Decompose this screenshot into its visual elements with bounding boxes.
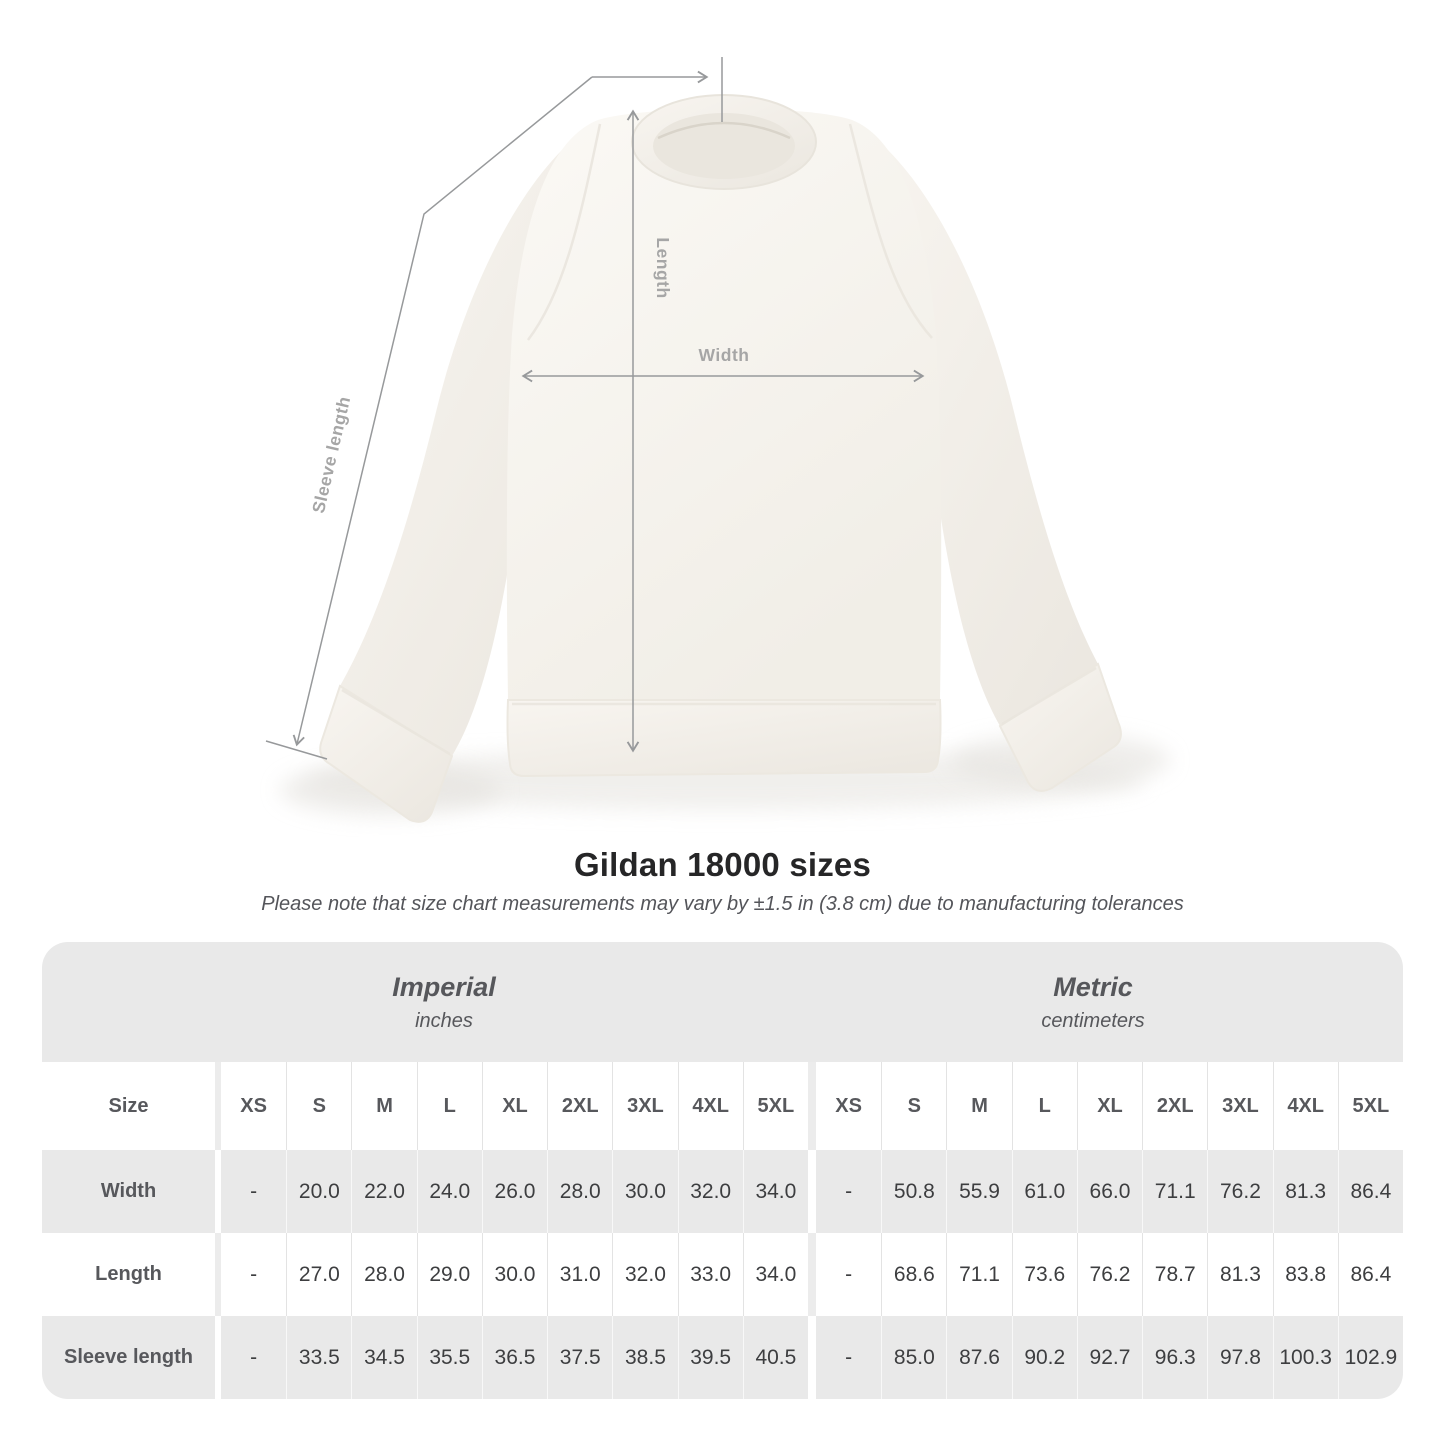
imperial-value-cell: 31.0	[547, 1233, 612, 1316]
metric-value-cell: -	[816, 1233, 881, 1316]
sweatshirt-graphic	[280, 95, 1170, 822]
metric-value-cell: 96.3	[1142, 1316, 1207, 1399]
metric-value-cell: 92.7	[1077, 1316, 1142, 1399]
imperial-value-cell: -	[221, 1316, 286, 1399]
row-label: Sleeve length	[42, 1316, 215, 1399]
metric-value-cell: 81.3	[1207, 1233, 1272, 1316]
metric-value-cell: 86.4	[1338, 1233, 1403, 1316]
imperial-value-cell: 38.5	[612, 1316, 677, 1399]
imperial-value-cell: 22.0	[351, 1150, 416, 1233]
table-header-band	[42, 942, 1403, 1062]
imperial-value-cell: 34.5	[351, 1316, 416, 1399]
metric-size-header: 2XL	[1142, 1062, 1207, 1150]
imperial-value-cell: 35.5	[417, 1316, 482, 1399]
metric-value-cell: 86.4	[1338, 1150, 1403, 1233]
metric-size-header: 3XL	[1207, 1062, 1272, 1150]
imperial-size-header: XS	[221, 1062, 286, 1150]
row-label: Width	[42, 1150, 215, 1233]
imperial-value-cell: 37.5	[547, 1316, 612, 1399]
imperial-value-cell: 20.0	[286, 1150, 351, 1233]
metric-value-cell: 78.7	[1142, 1233, 1207, 1316]
imperial-value-cell: 39.5	[678, 1316, 743, 1399]
metric-size-header: 4XL	[1273, 1062, 1338, 1150]
size-table	[42, 942, 1403, 1399]
metric-value-cell: 61.0	[1012, 1150, 1077, 1233]
imperial-size-header: 2XL	[547, 1062, 612, 1150]
metric-unit: centimeters	[1041, 1009, 1145, 1032]
imperial-size-header: 4XL	[678, 1062, 743, 1150]
imperial-value-cell: 28.0	[547, 1150, 612, 1233]
metric-size-header: XS	[816, 1062, 881, 1150]
imperial-size-header: S	[286, 1062, 351, 1150]
imperial-value-cell: 40.5	[743, 1316, 808, 1399]
metric-value-cell: 66.0	[1077, 1150, 1142, 1233]
metric-value-cell: 85.0	[881, 1316, 946, 1399]
imperial-value-cell: 30.0	[612, 1150, 677, 1233]
width-label: Width	[698, 345, 750, 365]
imperial-value-cell: 33.0	[678, 1233, 743, 1316]
imperial-value-cell: 34.0	[743, 1233, 808, 1316]
imperial-value-cell: 32.0	[612, 1233, 677, 1316]
waistband	[507, 700, 940, 776]
metric-value-cell: -	[816, 1316, 881, 1399]
imperial-value-cell: 36.5	[482, 1316, 547, 1399]
metric-value-cell: -	[816, 1150, 881, 1233]
metric-value-cell: 87.6	[946, 1316, 1011, 1399]
metric-size-header: 5XL	[1338, 1062, 1403, 1150]
sweatshirt-body	[507, 109, 941, 700]
column-gap	[808, 1233, 816, 1316]
imperial-value-cell: 28.0	[351, 1233, 416, 1316]
metric-value-cell: 55.9	[946, 1150, 1011, 1233]
imperial-value-cell: 34.0	[743, 1150, 808, 1233]
imperial-value-cell: 27.0	[286, 1233, 351, 1316]
imperial-value-cell: 29.0	[417, 1233, 482, 1316]
imperial-value-cell: -	[221, 1233, 286, 1316]
metric-size-header: M	[946, 1062, 1011, 1150]
metric-value-cell: 68.6	[881, 1233, 946, 1316]
imperial-size-header: M	[351, 1062, 416, 1150]
metric-value-cell: 81.3	[1273, 1150, 1338, 1233]
size-column-header: Size	[42, 1062, 215, 1150]
metric-value-cell: 102.9	[1338, 1316, 1403, 1399]
column-gap	[808, 1062, 816, 1150]
imperial-value-cell: -	[221, 1150, 286, 1233]
metric-value-cell: 71.1	[946, 1233, 1011, 1316]
imperial-value-cell: 32.0	[678, 1150, 743, 1233]
metric-value-cell: 90.2	[1012, 1316, 1077, 1399]
metric-value-cell: 76.2	[1077, 1233, 1142, 1316]
page-title: Gildan 18000 sizes	[573, 846, 872, 883]
imperial-size-header: 5XL	[743, 1062, 808, 1150]
metric-size-header: S	[881, 1062, 946, 1150]
sleeve-length-label: Sleeve length	[307, 394, 355, 516]
row-label: Length	[42, 1233, 215, 1316]
imperial-title: Imperial	[392, 971, 496, 1002]
metric-value-cell: 71.1	[1142, 1150, 1207, 1233]
imperial-value-cell: 33.5	[286, 1316, 351, 1399]
imperial-unit: inches	[415, 1009, 473, 1032]
column-gap	[808, 1150, 816, 1233]
metric-title: Metric	[1053, 971, 1133, 1002]
metric-value-cell: 83.8	[1273, 1233, 1338, 1316]
imperial-value-cell: 30.0	[482, 1233, 547, 1316]
metric-value-cell: 97.8	[1207, 1316, 1272, 1399]
tolerance-note: Please note that size chart measurements may vary by ±1.5 in (3.8 cm) due to manufacturing tolerances	[261, 893, 1184, 915]
metric-value-cell: 100.3	[1273, 1316, 1338, 1399]
metric-section-header	[812, 942, 1374, 1062]
imperial-section-header	[42, 942, 846, 1062]
metric-value-cell: 73.6	[1012, 1233, 1077, 1316]
imperial-size-header: 3XL	[612, 1062, 677, 1150]
metric-value-cell: 76.2	[1207, 1150, 1272, 1233]
metric-value-cell: 50.8	[881, 1150, 946, 1233]
imperial-size-header: L	[417, 1062, 482, 1150]
length-label: Length	[653, 237, 673, 299]
imperial-value-cell: 24.0	[417, 1150, 482, 1233]
imperial-value-cell: 26.0	[482, 1150, 547, 1233]
metric-size-header: L	[1012, 1062, 1077, 1150]
imperial-size-header: XL	[482, 1062, 547, 1150]
metric-size-header: XL	[1077, 1062, 1142, 1150]
column-gap	[808, 1316, 816, 1399]
